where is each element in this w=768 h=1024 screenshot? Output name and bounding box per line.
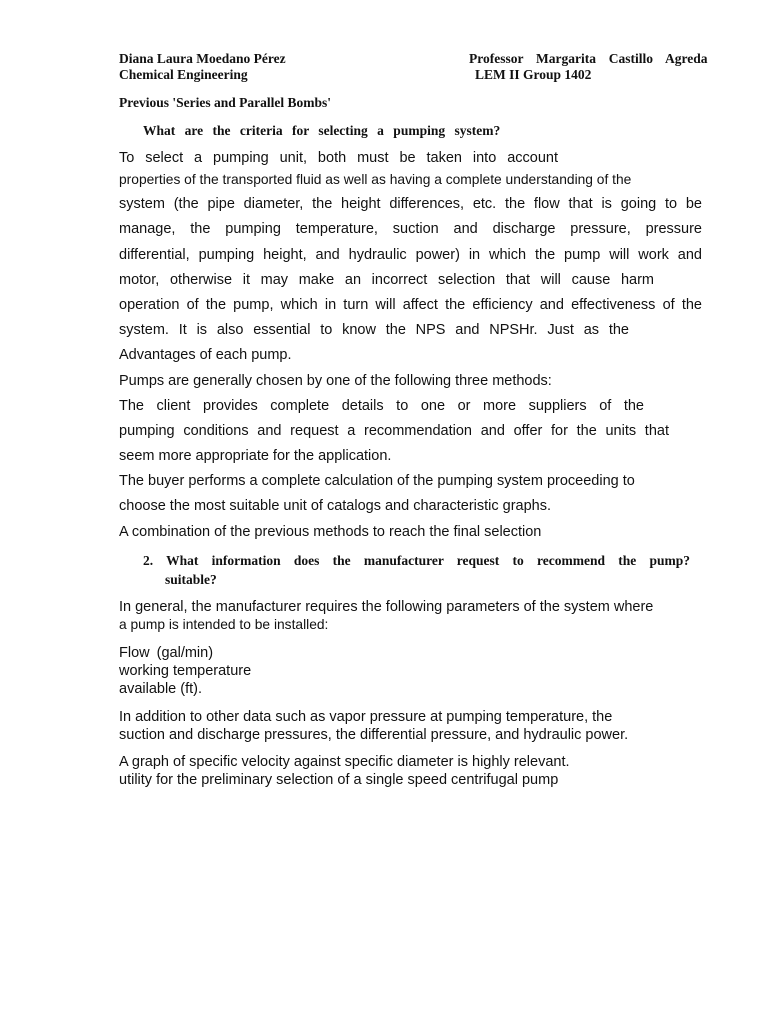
text-line: Advantages of each pump. xyxy=(119,347,292,364)
question-2 xyxy=(143,551,690,589)
text-line: differential, pumping height, and hydraulic power) in which the pump will work and xyxy=(119,246,702,263)
author-name: Diana Laura Moedano Pérez xyxy=(119,51,286,66)
method-1-line: pumping conditions and request a recommendation and offer for the units that xyxy=(119,422,669,439)
parameter-item: Flow (gal/min) xyxy=(119,645,214,661)
method-2-line: choose the most suitable unit of catalogs and characteristic graphs. xyxy=(119,498,552,515)
question-1: What are the criteria for selecting a pumping system? xyxy=(143,123,501,138)
text-line: A graph of specific velocity against specific diameter is highly relevant. xyxy=(119,754,570,770)
text-line: suction and discharge pressures, the differential pressure, and hydraulic power. xyxy=(119,727,629,743)
question-2-text: What information does the manufacturer request to recommend the pump? xyxy=(166,553,690,568)
group-label: LEM II Group 1402 xyxy=(475,67,592,82)
methods-intro: Pumps are generally chosen by one of the following three methods: xyxy=(119,372,552,389)
text-line: properties of the transported fluid as well as having a complete understanding of the xyxy=(119,172,632,188)
paragraph-criteria xyxy=(119,146,702,545)
paragraph-graph xyxy=(119,753,709,789)
text-line: a pump is intended to be installed: xyxy=(119,617,329,632)
method-1-line: The client provides complete details to one or more suppliers of the xyxy=(119,397,644,414)
paragraph-other-data xyxy=(119,708,709,744)
paragraph-parameters-intro xyxy=(119,598,709,633)
text-line: system. It is also essential to know the NPS and NPSHr. Just as the xyxy=(119,322,629,339)
text-line: In addition to other data such as vapor pressure at pumping temperature, the xyxy=(119,709,613,725)
text-line: operation of the pump, which in turn will affect the efficiency and effectiveness of the xyxy=(119,296,702,313)
text-line: manage, the pumping temperature, suction and discharge pressure, pressure xyxy=(119,221,702,238)
parameter-item: working temperature xyxy=(119,663,252,679)
text-line: To select a pumping unit, both must be taken into account xyxy=(119,150,558,166)
parameter-list xyxy=(119,644,709,698)
method-2-line: The buyer performs a complete calculation of the pumping system proceeding to xyxy=(119,473,635,490)
text-line: motor, otherwise it may make an incorrect selection that will cause harm xyxy=(119,271,654,288)
question-2-number: 2. xyxy=(143,553,154,568)
method-3: A combination of the previous methods to reach the final selection xyxy=(119,523,542,540)
document-title: Previous 'Series and Parallel Bombs' xyxy=(119,95,331,110)
parameter-item: available (ft). xyxy=(119,681,203,697)
professor-name: Professor Margarita Castillo Agreda xyxy=(469,51,708,66)
department: Chemical Engineering xyxy=(119,67,248,82)
text-line: In general, the manufacturer requires the following parameters of the system where xyxy=(119,599,654,615)
question-2-line-2: suitable? xyxy=(165,572,217,587)
method-1-line: seem more appropriate for the application. xyxy=(119,448,392,465)
question-2-line-1 xyxy=(143,551,690,570)
text-line: utility for the preliminary selection of a single speed centrifugal pump xyxy=(119,772,559,788)
text-line: system (the pipe diameter, the height differences, etc. the flow that is going to be xyxy=(119,196,702,213)
